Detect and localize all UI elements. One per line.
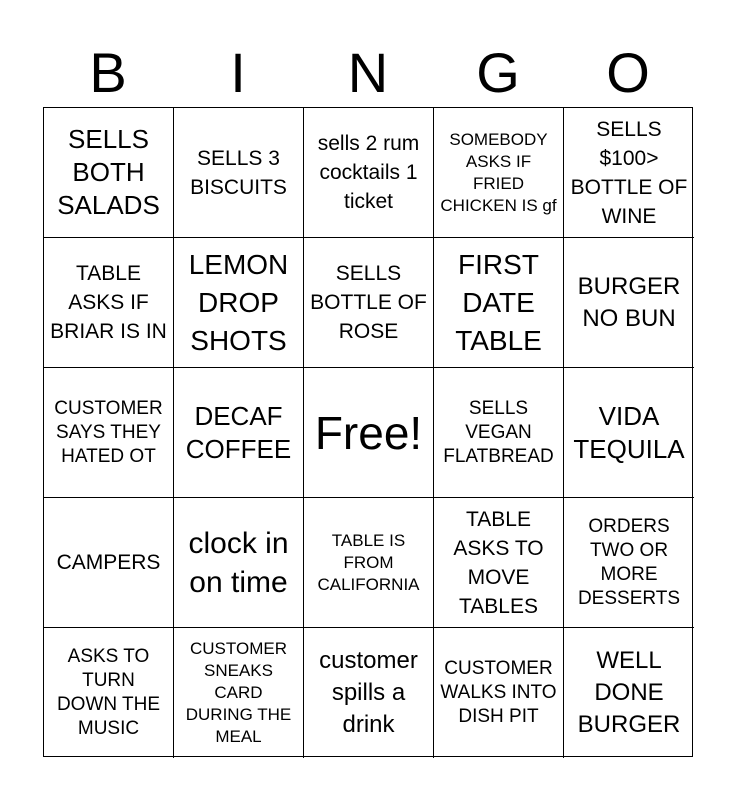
bingo-cell[interactable] (564, 498, 694, 628)
cell-text: ORDERS TWO OR MORE DESSERTS (577, 515, 681, 609)
bingo-cell[interactable] (434, 108, 564, 238)
bingo-cell[interactable] (44, 368, 174, 498)
bingo-cell[interactable] (434, 368, 564, 498)
bingo-cell[interactable] (304, 628, 434, 758)
cell-text: clock in on time (188, 526, 289, 599)
cell-text: CUSTOMER SAYS THEY HATED OT (54, 397, 163, 467)
bingo-header (43, 38, 693, 108)
cell-text: CAMPERS (56, 551, 161, 574)
cell-text: SELLS BOTTLE OF ROSE (310, 262, 427, 343)
bingo-cell[interactable] (174, 498, 304, 628)
cell-text: CUSTOMER WALKS INTO DISH PIT (440, 658, 557, 727)
bingo-cell[interactable] (174, 368, 304, 498)
bingo-cell[interactable] (174, 238, 304, 368)
cell-text: VIDA TEQUILA (573, 400, 685, 464)
cell-text: ASKS TO TURN DOWN THE MUSIC (56, 646, 161, 739)
cell-text: DECAF COFFEE (185, 400, 292, 464)
cell-text: SELLS 3 BISCUITS (190, 146, 287, 199)
bingo-cell[interactable] (564, 368, 694, 498)
free-cell[interactable] (304, 368, 434, 498)
header-letter-b: B (89, 41, 127, 104)
bingo-cell[interactable] (174, 628, 304, 758)
bingo-cell[interactable] (44, 108, 174, 238)
cell-text: CUSTOMER SNEAKS CARD DURING THE MEAL (185, 639, 292, 746)
bingo-cell[interactable] (44, 628, 174, 758)
bingo-cell[interactable] (434, 628, 564, 758)
bingo-cell[interactable] (434, 498, 564, 628)
bingo-cell[interactable] (564, 108, 694, 238)
bingo-cell[interactable] (304, 498, 434, 628)
bingo-cell[interactable] (174, 108, 304, 238)
cell-text: SOMEBODY ASKS IF FRIED CHICKEN IS gf (440, 129, 557, 215)
cell-text: SELLS VEGAN FLATBREAD (443, 397, 554, 467)
cell-text: BURGER NO BUN (577, 272, 681, 332)
bingo-grid (43, 107, 693, 757)
header-letter-g: G (476, 41, 520, 104)
header-letter-n: N (347, 41, 389, 104)
bingo-cell[interactable] (44, 498, 174, 628)
bingo-cell[interactable] (434, 238, 564, 368)
bingo-cell[interactable] (564, 238, 694, 368)
cell-text: TABLE ASKS IF BRIAR IS IN (50, 262, 167, 343)
cell-text: WELL DONE BURGER (577, 647, 681, 738)
cell-text: TABLE IS FROM CALIFORNIA (317, 530, 420, 594)
bingo-cell[interactable] (564, 628, 694, 758)
cell-text: SELLS BOTH SALADS (57, 124, 160, 220)
cell-text: TABLE ASKS TO MOVE TABLES (453, 507, 544, 618)
header-letter-i: I (230, 41, 246, 104)
cell-text: LEMON DROP SHOTS (188, 248, 289, 356)
cell-text: FIRST DATE TABLE (455, 248, 542, 356)
bingo-cell[interactable] (304, 238, 434, 368)
cell-text: customer spills a drink (319, 647, 418, 738)
cell-text: SELLS $100> BOTTLE OF WINE (570, 117, 688, 228)
bingo-cell[interactable] (304, 108, 434, 238)
bingo-cell[interactable] (44, 238, 174, 368)
header-letter-o: O (606, 41, 650, 104)
cell-text: sells 2 rum cocktails 1 ticket (317, 132, 420, 213)
free-text: Free! (314, 406, 423, 459)
